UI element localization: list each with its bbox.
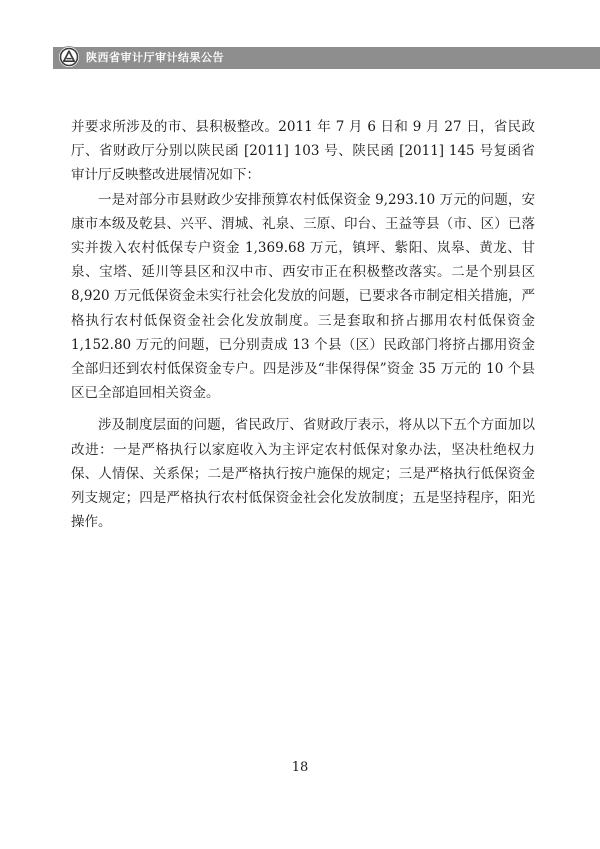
paragraph-system-improvements: 涉及制度层面的问题，省民政厅、省财政厅表示，将从以下五个方面加以改进：一是严格执行以家庭收入为主评定农村低保对象办法，坚决杜绝权力保、人情保、关系保；二是严格执行按户施保的规定；三是严格执行低保资金列支规定；四是严格执行农村低保资金社会化发放制度；五是坚持程序，阳光操作。 [71, 417, 535, 531]
document-body [71, 115, 535, 534]
header-title: 陕西省审计厅审计结果公告 [86, 51, 224, 64]
paragraph-continuation: 并要求所涉及的市、县积极整改。2011 年 7 月 6 日和 9 月 27 日，省民政厅、省财政厅分别以陕民函 [2011] 103 号、陕民函 [2011] 145 号复函省审计厅反映整改进展情况如下： [71, 119, 535, 184]
page-number: 18 [291, 760, 309, 775]
paragraph-rectification: 一是对部分市县财政少安排预算农村低保资金 9,293.10 万元的问题，安康市本级及乾县、兴平、渭城、礼泉、三原、印台、王益等县（市、区）已落实并拨入农村低保专户资金 1,369.68 万元，镇坪、紫阳、岚皋、黄龙、甘泉、宝塔、延川等县区和汉中市、西安市正在积极整改落实。二是个别县区 8,920 万元低保资金未实行社会化发放的问题，已要求各市制定相关措施，严格执行农村低保资金社会化发放制度。三是套取和挤占挪用农村低保资金 1,152.80 万元的问题，已分别责成 13 个县（区）民政部门将挤占挪用资金全部归还到农村低保资金专户。四是涉及“非保得保”资金 35 万元的 10 个县区已全部追回相关资金。 [71, 191, 535, 402]
audit-emblem-icon [58, 46, 80, 68]
